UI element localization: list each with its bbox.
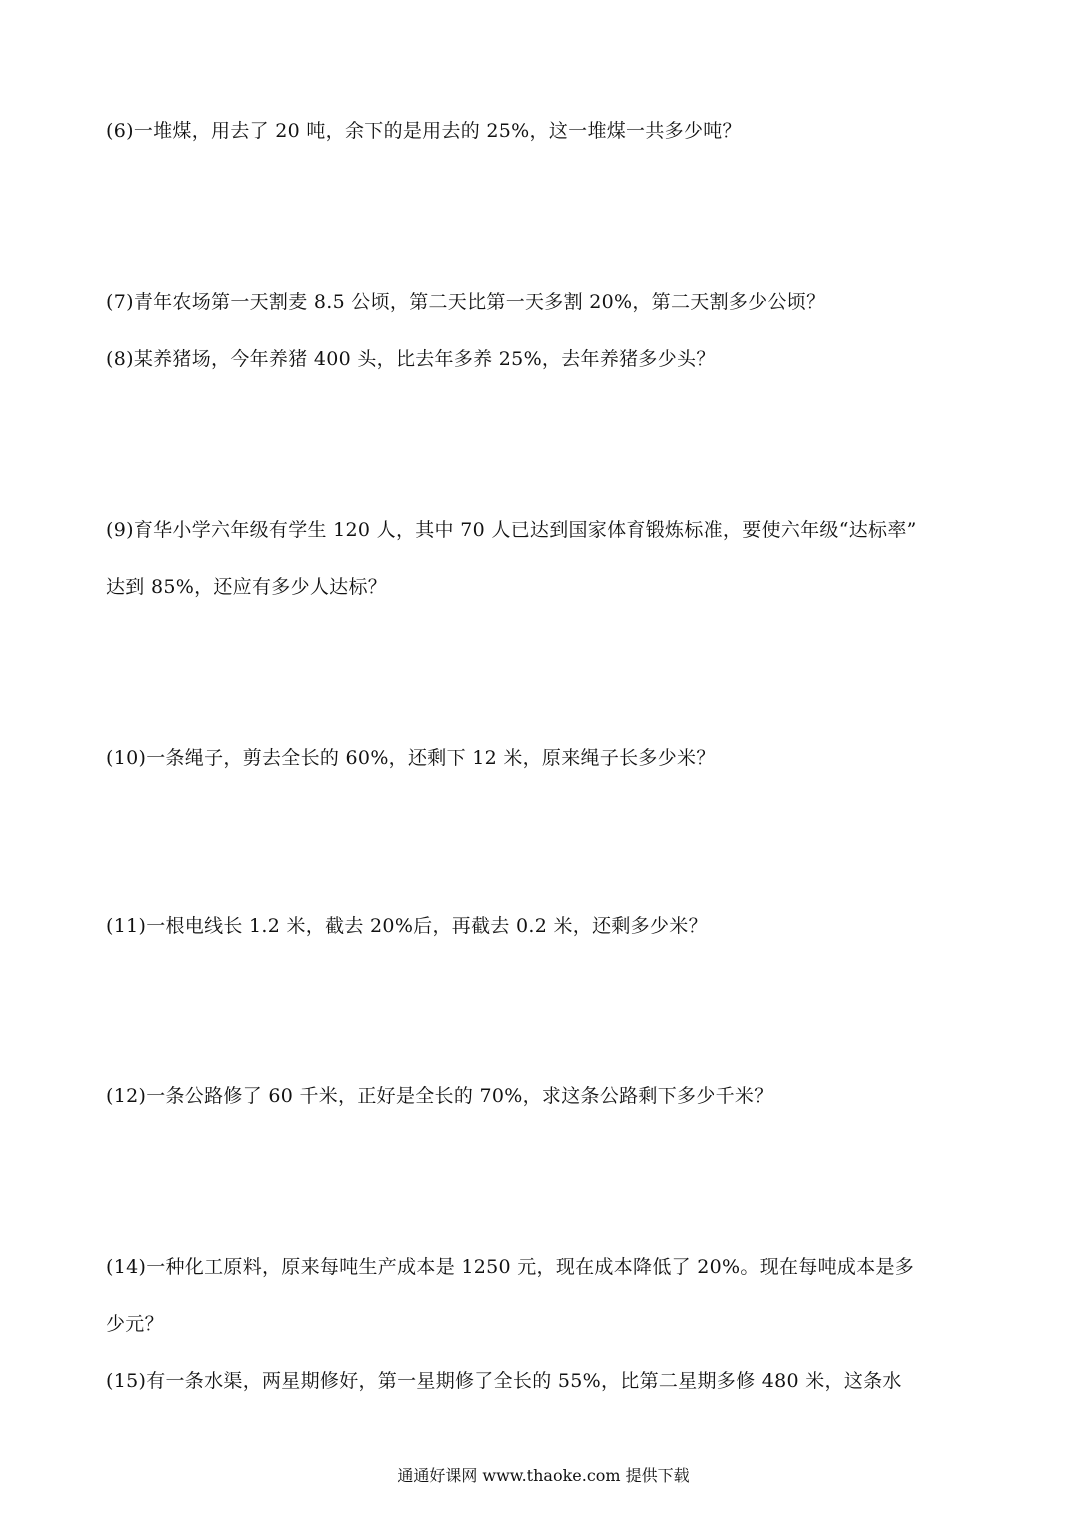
problem-6-line-1: (6)一堆煤，用去了 20 吨，余下的是用去的 25%，这一堆煤一共多少吨？	[106, 120, 742, 142]
page-footer: 通通好课网 www.thaoke.com 提供下载	[397, 1466, 690, 1485]
problem-11-line-1: (11)一根电线长 1.2 米，截去 20%后，再截去 0.2 米，还剩多少米？	[106, 915, 708, 937]
problem-9-line-2: 达到 85%，还应有多少人达标？	[106, 576, 388, 598]
problem-12-line-1: (12)一条公路修了 60 千米，正好是全长的 70%，求这条公路剩下多少千米？	[106, 1085, 774, 1107]
problem-7-line-1: (7)青年农场第一天割麦 8.5 公顷，第二天比第一天多割 20%，第二天割多少公顷？	[106, 291, 826, 313]
problem-14-line-2: 少元？	[106, 1313, 164, 1335]
problem-14-line-1: (14)一种化工原料，原来每吨生产成本是 1250 元，现在成本降低了 20%。现在每吨成本是多	[106, 1256, 915, 1278]
problem-15-line-1: (15)有一条水渠，两星期修好，第一星期修了全长的 55%，比第二星期多修 480 米，这条水	[106, 1370, 902, 1392]
problem-10-line-1: (10)一条绳子，剪去全长的 60%，还剩下 12 米，原来绳子长多少米？	[106, 747, 716, 769]
problem-9-line-1: (9)育华小学六年级有学生 120 人，其中 70 人已达到国家体育锻炼标准，要使六年级“达标率”	[106, 519, 917, 541]
problem-8-line-1: (8)某养猪场，今年养猪 400 头，比去年多养 25%，去年养猪多少头？	[106, 348, 716, 370]
